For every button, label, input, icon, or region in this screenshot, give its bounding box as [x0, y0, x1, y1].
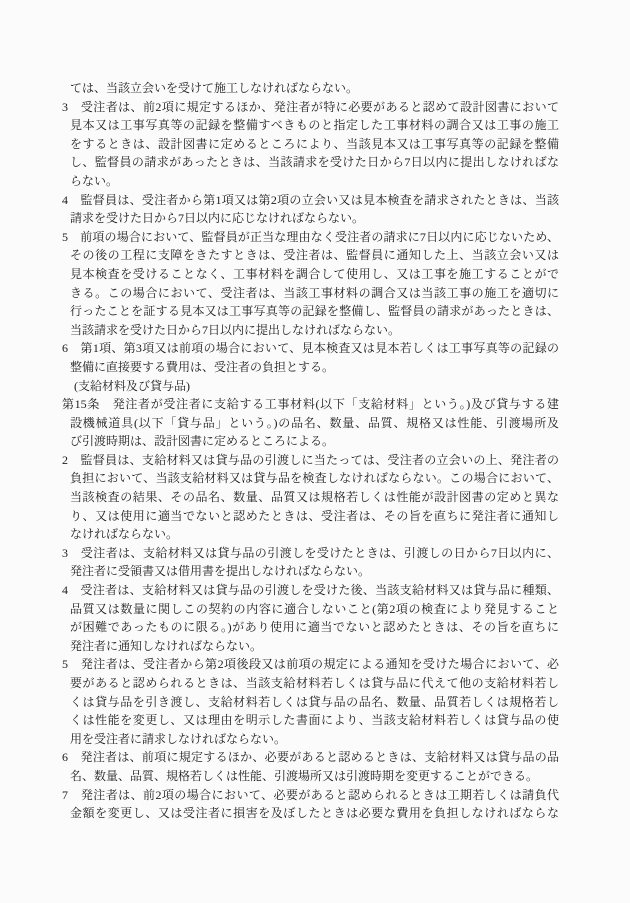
- text-line: 6 第1項、第3項又は前項の場合において、見本検査又は見本若しくは工事写真等の記録の: [62, 341, 559, 356]
- text-line: 7 発注者は、前2項の場合において、必要があると認められるときは工期若しくは請負代: [62, 787, 559, 802]
- paragraph-4: [62, 191, 559, 228]
- text-line: らない。: [70, 173, 119, 188]
- text-line: 見本検査を受けることなく、工事材料を調合して使用し、又は工事を施工することがで: [70, 266, 559, 281]
- text-line: 用を受注者に請求しなければならない。: [70, 731, 287, 746]
- text-line: 3 受注者は、前2項に規定するほか、発注者が特に必要があると認めて設計図書において: [62, 99, 559, 114]
- heading-paragraph: [62, 377, 559, 396]
- text-line: び引渡時期は、設計図書に定めるところによる。: [70, 434, 335, 449]
- text-line: その後の工程に支障をきたすときは、受注者は、監督員に通知した上、当該立会い又は: [70, 248, 559, 263]
- text-line: 4 監督員は、受注者から第1項又は第2項の立会い又は見本検査を請求されたときは、当該: [62, 192, 559, 207]
- paragraph-6: [62, 339, 559, 376]
- text-line: 負担において、当該支給材料又は貸与品を検査しなければならない。この場合において、: [70, 471, 559, 486]
- text-line: きる。この場合において、受注者は、当該工事材料の調合又は当該工事の施工を適切に: [70, 285, 559, 300]
- paragraph-6: [62, 748, 559, 785]
- text-line: り、又は使用に適当でないと認めたときは、受注者は、その旨を直ちに発注者に通知し: [70, 508, 559, 523]
- text-line: ては、当該立会いを受けて施工しなければならない。: [70, 81, 359, 95]
- paragraph-4: [62, 581, 559, 655]
- text-line: 3 受注者は、支給材料又は貸与品の引渡しを受けたときは、引渡しの日から7日以内に、: [62, 545, 559, 560]
- text-line: 発注者に通知しなければならない。: [70, 638, 263, 653]
- text-line: 見本又は工事写真等の記録を整備すべきものと指定した工事材料の調合又は工事の施工: [70, 118, 559, 133]
- text-line: 設機械道具(以下「貸与品」という。)の品名、数量、品質、規格又は性能、引渡場所及: [70, 415, 559, 430]
- text-line: 当該請求を受けた日から7日以内に提出しなければならない。: [70, 322, 401, 337]
- text-line: 5 発注者は、受注者から第2項後段又は前項の規定による通知を受けた場合において、必: [62, 657, 559, 672]
- text-line: 当該検査の結果、その品名、数量、品質又は規格若しくは性能が設計図書の定めと異な: [70, 490, 559, 505]
- text-line: 名、数量、品質、規格若しくは性能、引渡場所又は引渡時期を変更することができる。: [70, 768, 539, 783]
- text-line: をするときは、設計図書に定めるところにより、当該見本又は工事写真等の記録を整備: [70, 136, 559, 151]
- text-line: 発注者に受領書又は借用書を提出しなければならない。: [70, 564, 371, 579]
- paragraph-2: [62, 451, 559, 544]
- text-line: 第15条 発注者が受注者に支給する工事材料(以下「支給材料」という。)及び貸与する建: [62, 397, 559, 412]
- text-line: くは貸与品を引き渡し、支給材料若しくは貸与品の品名、数量、品質若しくは規格若し: [70, 694, 559, 709]
- text-line: が困難であったものに限る。)があり使用に適当でないと認めたときは、その旨を直ちに: [70, 620, 559, 635]
- text-line: なければならない。: [70, 527, 179, 542]
- text-line: (支給材料及び貸与品): [74, 378, 190, 393]
- text-line: 請求を受けた日から7日以内に応じなければならない。: [70, 211, 365, 226]
- contract-text-block: [62, 79, 559, 823]
- continuation-paragraph: [62, 79, 559, 98]
- text-line: 行ったことを証する見本又は工事写真等の記録を整備し、監督員の請求があったときは、: [70, 304, 559, 319]
- text-line: 金額を変更し、又は受注者に損害を及ぼしたときは必要な費用を負担しなければならな: [70, 806, 559, 821]
- text-line: 品質又は数量に関しこの契約の内容に適合しないこと(第2項の検査により発見すること: [70, 601, 559, 616]
- text-line: 要があると認められるときは、当該支給材料若しくは貸与品に代えて他の支給材料若し: [70, 676, 559, 690]
- text-line: し、監督員の請求があったときは、当該請求を受けた日から7日以内に提出しなければな: [70, 155, 559, 170]
- text-line: くは性能を変更し、又は理由を明示した書面により、当該支給材料若しくは貸与品の使: [70, 713, 559, 728]
- paragraph-第15条: [62, 395, 559, 451]
- paragraph-3: [62, 544, 559, 581]
- text-line: 4 受注者は、支給材料又は貸与品の引渡しを受けた後、当該支給材料又は貸与品に種類、: [62, 583, 559, 598]
- paragraph-3: [62, 98, 559, 191]
- text-line: 5 前項の場合において、監督員が正当な理由なく受注者の請求に7日以内に応じないため、: [62, 229, 559, 244]
- text-line: 整備に直接要する費用は、受注者の負担とする。: [70, 359, 335, 374]
- paragraph-5: [62, 228, 559, 340]
- paragraph-5: [62, 655, 559, 748]
- text-line: 2 監督員は、支給材料又は貸与品の引渡しに当たっては、受注者の立会いの上、発注者の: [62, 452, 559, 467]
- paragraph-7: [62, 786, 559, 823]
- text-line: 6 発注者は、前項に規定するほか、必要があると認めるときは、支給材料又は貸与品の品: [62, 750, 559, 765]
